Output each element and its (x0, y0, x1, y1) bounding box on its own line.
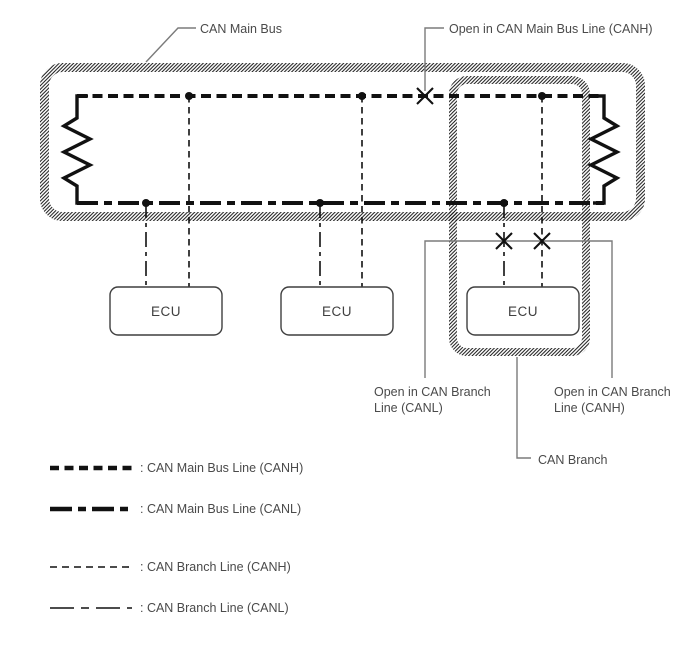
junction-dot (142, 199, 150, 207)
can-main-bus-boundary (45, 68, 641, 217)
ecu-label: ECU (507, 304, 539, 319)
leader-open-main-canh (425, 28, 444, 91)
legend-label-main-canh: : CAN Main Bus Line (CANH) (140, 461, 304, 475)
label-open-branch-canl-line2: Line (CANL) (374, 401, 443, 415)
legend (50, 461, 303, 615)
terminating-resistor-left (64, 96, 90, 203)
legend-label-main-canl: : CAN Main Bus Line (CANL) (140, 502, 302, 516)
legend-label-branch-canh: : CAN Branch Line (CANH) (140, 560, 291, 574)
leader-can-main-bus (146, 28, 196, 62)
can-branch-lines-canh (189, 96, 542, 287)
junction-dots (142, 92, 546, 207)
leader-can-branch (517, 357, 531, 458)
terminating-resistor-right (591, 96, 617, 203)
junction-dot (538, 92, 546, 100)
label-open-branch-canh-line2: Line (CANH) (554, 401, 625, 415)
ecu-box-1 (110, 287, 222, 335)
ecu-box-2 (281, 287, 393, 335)
label-open-branch-canl-line1: Open in CAN Branch (374, 385, 491, 399)
junction-dot (185, 92, 193, 100)
label-open-branch-canh-line1: Open in CAN Branch (554, 385, 671, 399)
label-can-branch: CAN Branch (538, 453, 608, 467)
label-open-main-canh: Open in CAN Main Bus Line (CANH) (449, 22, 653, 36)
ecu-label: ECU (150, 304, 182, 319)
junction-dot (500, 199, 508, 207)
legend-label-branch-canl: : CAN Branch Line (CANL) (140, 601, 289, 615)
junction-dot (358, 92, 366, 100)
ecu-label: ECU (321, 304, 353, 319)
label-can-main-bus: CAN Main Bus (200, 22, 282, 36)
ecu-box-3 (467, 287, 579, 335)
junction-dot (316, 199, 324, 207)
